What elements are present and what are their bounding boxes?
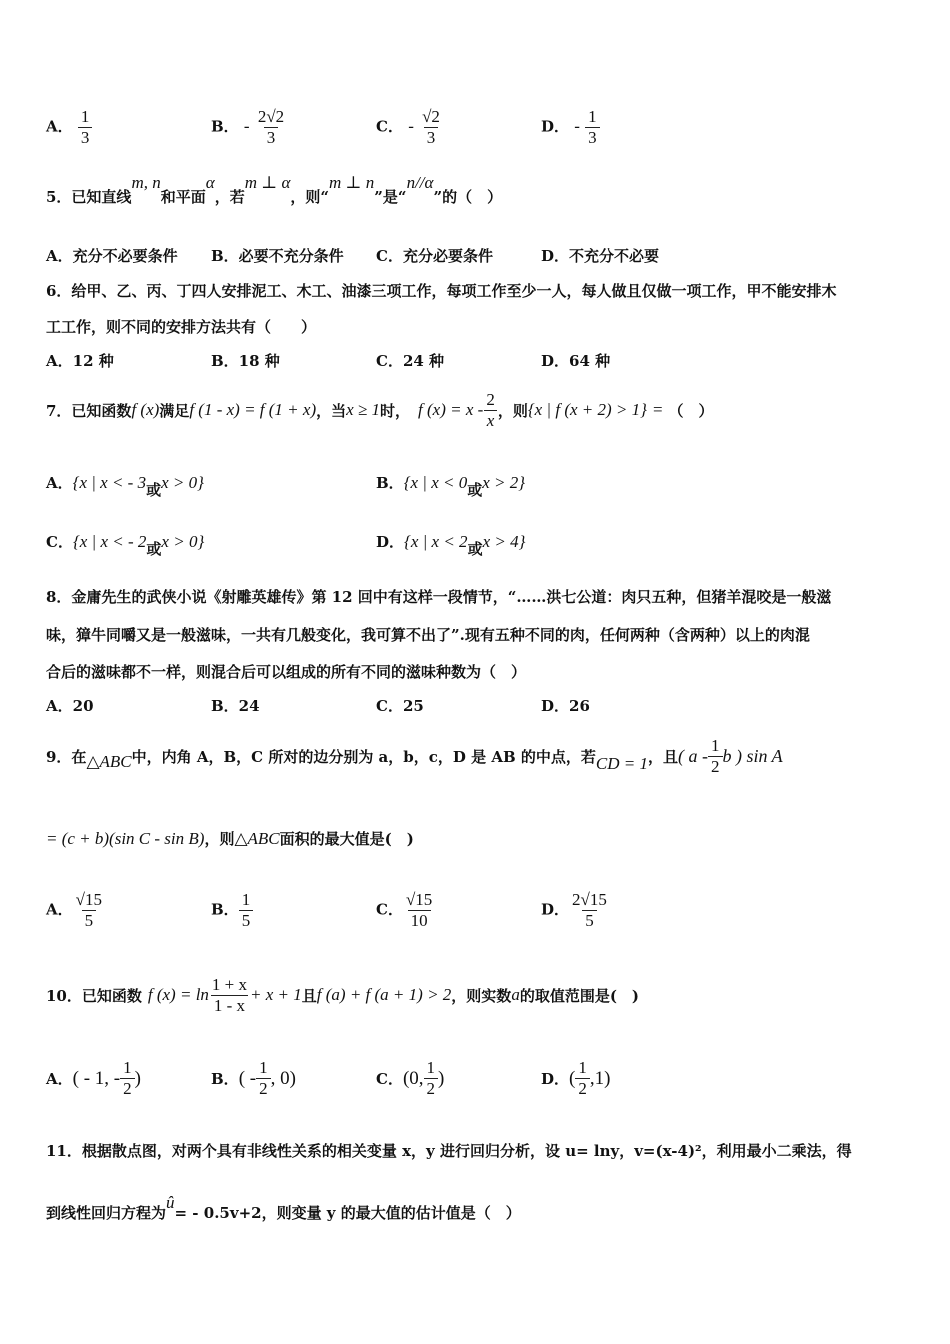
q5-option-d: D．不充分不必要 bbox=[541, 247, 660, 265]
q6-stem-line1: 6．给甲、乙、丙、丁四人安排泥工、木工、油漆三项工作，每项工作至少一人，每人做且仅做一项工作，甲不能安排木 bbox=[46, 282, 837, 300]
q4-option-d: D． - $\frac{1}{3}$ bbox=[541, 107, 600, 148]
q5-option-b: B．必要不充分条件 bbox=[211, 247, 344, 265]
q9-option-a: A． $\frac{√15}{5}$ bbox=[46, 890, 102, 930]
q8-option-a: A．20 bbox=[46, 697, 94, 715]
q10-option-c: C． (0, $\frac{1}{2}$ ) bbox=[376, 1058, 445, 1098]
q8-option-d: D．26 bbox=[541, 697, 590, 715]
q6-option-a: A．12 种 bbox=[46, 352, 114, 370]
q5-option-a: A．充分不必要条件 bbox=[46, 247, 178, 265]
q8-stem-line2: 味，獐牛同嚼又是一般滋味，一共有几般变化，我可算不出了”.现有五种不同的肉，任何两种（含两种）以上的肉混 bbox=[46, 626, 810, 644]
q4-option-c: C． - $\frac{√2}{3}$ bbox=[376, 107, 440, 147]
q8-option-b: B．24 bbox=[211, 697, 260, 715]
q7-stem: 7．已知函数 f (x) 满足 f (1 - x) = f (1 + x) ，当 x ≥ 1 时， f (x) = x - $\frac{2}{x}$ ，则 {x | f (x + 2) > 1} = （ ） bbox=[46, 389, 714, 430]
q10-option-d: D． ( $\frac{1}{2}$ ,1) bbox=[541, 1058, 611, 1098]
q11-stem-line1: 11．根据散点图，对两个具有非线性关系的相关变量 x，y 进行回归分析，设 u= lny，v=(x-4)²，利用最小二乘法，得 bbox=[46, 1142, 852, 1160]
q7-option-d: D．{x | x < 2或x > 4} bbox=[376, 532, 526, 558]
q8-stem-line3: 合后的滋味都不一样，则混合后可以组成的所有不同的滋味种数为（ ） bbox=[46, 663, 527, 681]
q10-option-a: A． ( - 1, - $\frac{1}{2}$ ) bbox=[46, 1058, 141, 1098]
q4-option-a: A． $\frac{1}{3}$ bbox=[46, 107, 92, 148]
q10-option-b: B． ( - $\frac{1}{2}$ , 0) bbox=[211, 1058, 296, 1098]
q9-option-c: C． $\frac{√15}{10}$ bbox=[376, 890, 433, 930]
q7-option-c: C．{x | x < - 2或x > 0} bbox=[46, 532, 205, 558]
q4-option-b: B． - $\frac{2√2}{3}$ bbox=[211, 107, 285, 147]
q10-stem: 10．已知函数 f (x) = ln $\frac{1 + x}{1 - x}$ + x + 1 且 f (a) + f (a + 1) > 2 ，则实数 a 的取值范围是( ) bbox=[46, 974, 640, 1015]
q9-stem-line2: = (c + b)(sin C - sin B)，则△ABC面积的最大值是( ) bbox=[46, 829, 414, 848]
q6-option-b: B．18 种 bbox=[211, 352, 280, 370]
q8-stem-line1: 8．金庸先生的武侠小说《射雕英雄传》第 12 回中有这样一段情节，“……洪七公道：肉只五种，但猪羊混咬是一般滋 bbox=[46, 588, 832, 606]
q5-option-c: C．充分必要条件 bbox=[376, 247, 493, 265]
q11-stem-line2: 到线性回归方程为û= - 0.5v+2，则变量 y 的最大值的估计值是（ ） bbox=[46, 1193, 521, 1222]
q7-option-b: B．{x | x < 0或x > 2} bbox=[376, 473, 526, 499]
q6-option-d: D．64 种 bbox=[541, 352, 611, 370]
q5-stem: 5．已知直线m, n和平面α，若m ⊥ α，则“m ⊥ n”是“n//α”的（ ） bbox=[46, 173, 503, 206]
q8-option-c: C．25 bbox=[376, 697, 424, 715]
q9-option-b: B． $\frac{1}{5}$ bbox=[211, 890, 253, 931]
q6-stem-line2: 工工作，则不同的安排方法共有（ ） bbox=[46, 318, 317, 336]
q9-option-d: D． $\frac{2√15}{5}$ bbox=[541, 890, 607, 930]
q9-stem-line1: 9．在 △ABC 中，内角 A，B，C 所对的边分别为 a，b，c，D 是 AB 的中点，若 CD = 1 ，且 ( a - $\frac{1}{2}$ b ) sin A bbox=[46, 735, 783, 776]
q6-option-c: C．24 种 bbox=[376, 352, 445, 370]
q7-option-a: A．{x | x < - 3或x > 0} bbox=[46, 473, 204, 499]
